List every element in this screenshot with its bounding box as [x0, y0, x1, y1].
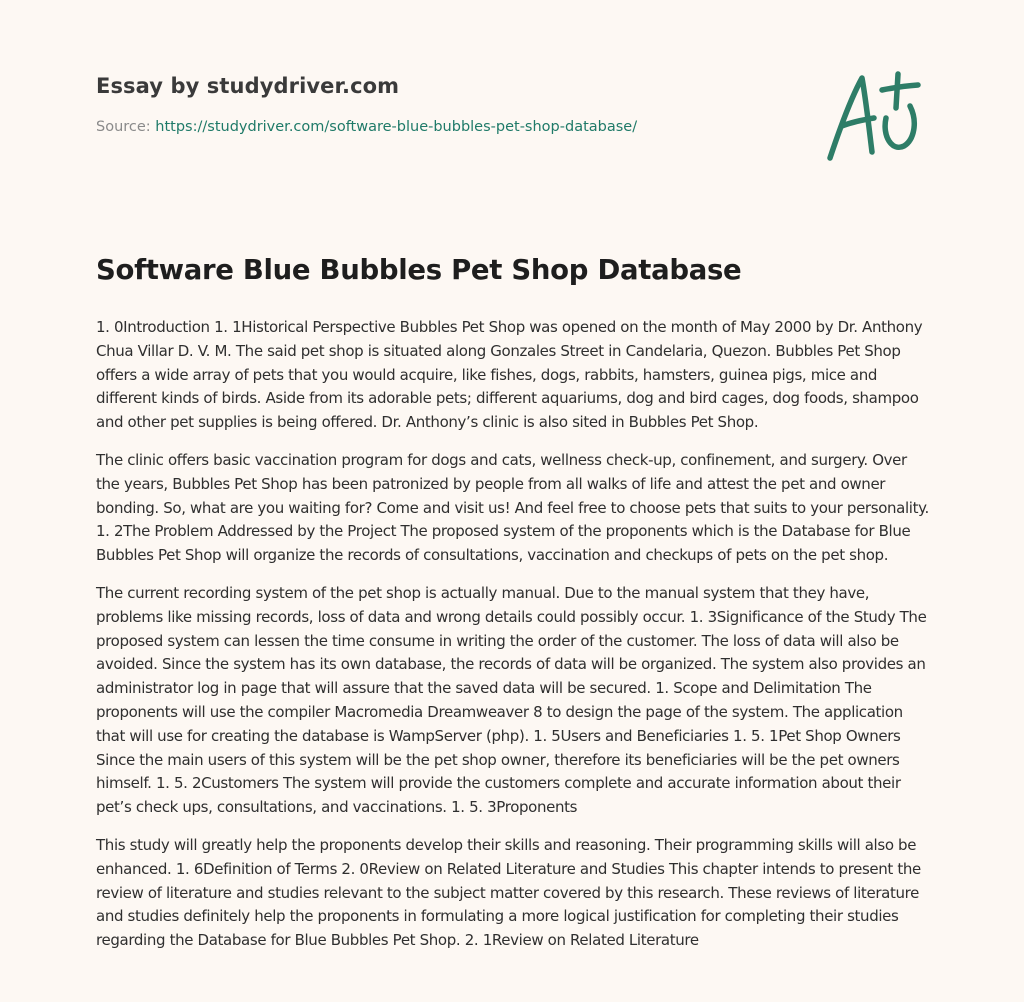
a-plus-grade-logo — [822, 66, 930, 166]
article-title: Software Blue Bubbles Pet Shop Database — [96, 254, 742, 286]
header — [96, 74, 736, 135]
paragraph-study-benefits: This study will greatly help the proponents develop their skills and reasoning. Their programming skills will also be enhanced. 1. 6Definition of Terms 2. 0Review on Related Literature and Studies This chapter intends to present the review of literature and studies relevant to the subject matter covered by this research. These reviews of literature and studies definitely help the proponents in formulating a more logical justification for completing their studies regarding the Database for Blue Bubbles Pet Shop. 2. 1Review on Related Literature — [96, 835, 921, 950]
paragraph-clinic: The clinic offers basic vaccination program for dogs and cats, wellness check-up, confinement, and surgery. Over the years, Bubbles Pet Shop has been patronized by people from all walks of life and attest the pet and owner bonding. So, what are you waiting for? Come and visit us! And feel free to choose pets that suits to your personality. 1. 2The Problem Addressed by the Project The proposed system of the proponents which is the Database for Blue Bubbles Pet Shop will organize the records of consultations, vaccination and checkups of pets on the pet shop. — [96, 450, 929, 565]
article-body — [96, 316, 930, 967]
paragraph-recording-system: The current recording system of the pet shop is actually manual. Due to the manual system that they have, problems like missing records, loss of data and wrong details could possibly occur. 1. 3Significance of the Study The proposed system can lessen the time consume in writing the order of the customer. The loss of data will also be avoided. Since the system has its own database, the records of data will be organized. The system also provides an administrator log in page that will assure that the saved data will be secured. 1. Scope and Delimitation The proponents will use the compiler Macromedia Dreamweaver 8 to design the page of the system. The application that will use for creating the database is WampServer (php). 1. 5Users and Beneficiaries 1. 5. 1Pet Shop Owners Since the main users of this system will be the pet shop owner, therefore its beneficiaries will be the pet owners himself. 1. 5. 2Customers The system will provide the customers complete and accurate information about their pet’s check ups, consultations, and vaccinations. 1. 5. 3Proponents — [96, 583, 927, 817]
paragraph-introduction: 1. 0Introduction 1. 1Historical Perspective Bubbles Pet Shop was opened on the month of May 2000 by Dr. Anthony Chua Villar D. V. M. The said pet shop is situated along Gonzales Street in Candelaria, Quezon. Bubbles Pet Shop offers a wide array of pets that you would acquire, like fishes, dogs, rabbits, hamsters, guinea pigs, mice and different kinds of birds. Aside from its adorable pets; different aquariums, dog and bird cages, dog foods, shampoo and other pet supplies is being offered. Dr. Anthony’s clinic is also sited in Bubbles Pet Shop. — [96, 318, 923, 432]
source-label: Source: — [96, 119, 156, 135]
source-line — [96, 119, 736, 135]
site-title: Essay by studydriver.com — [96, 74, 400, 98]
source-link[interactable]: https://studydriver.com/software-blue-bubbles-pet-shop-database/ — [155, 119, 638, 135]
